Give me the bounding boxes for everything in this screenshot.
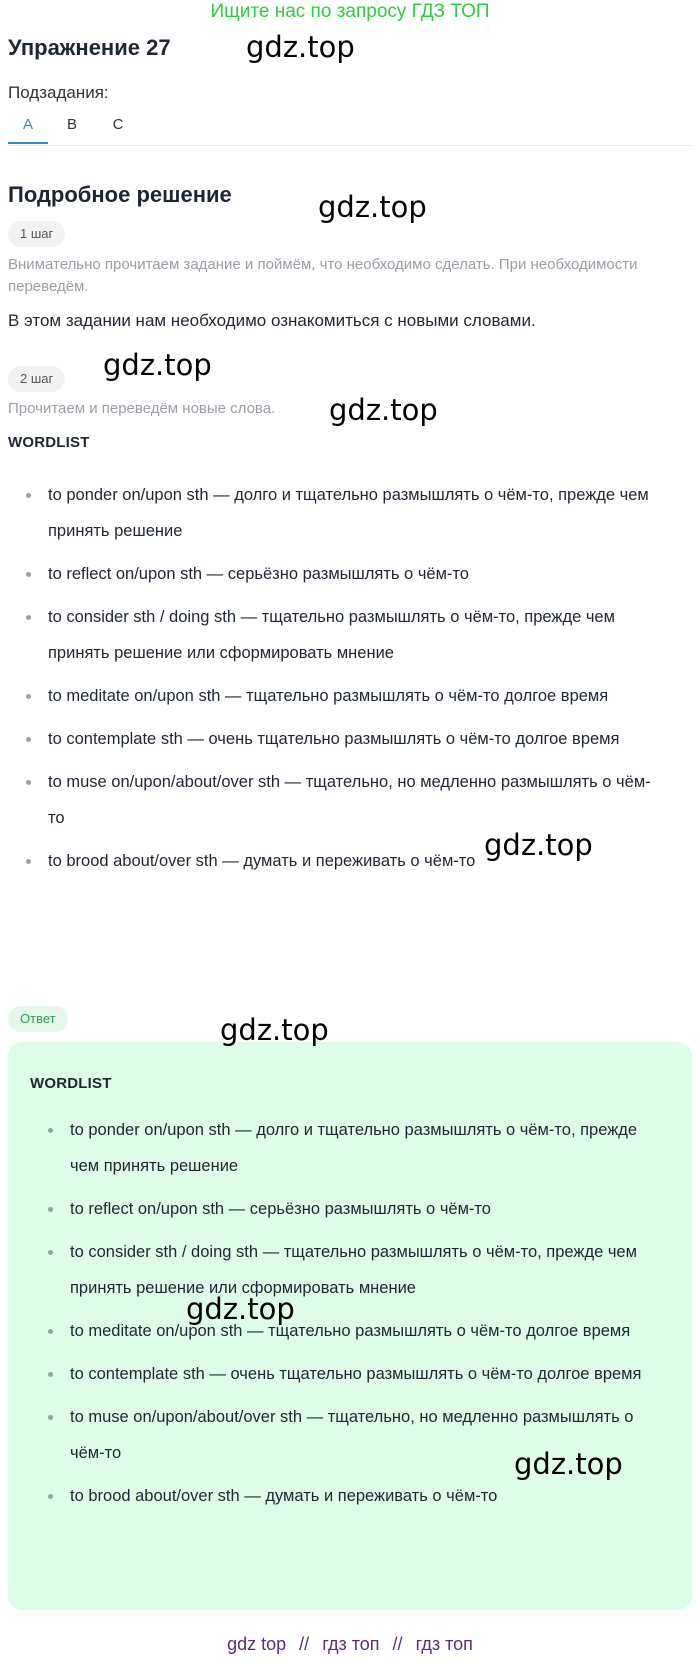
step-badge: 1 шаг <box>8 221 65 247</box>
list-item: to contemplate sth — очень тщательно размышлять о чём-то долгое время <box>30 1356 650 1392</box>
wordlist-heading: WORDLIST <box>30 1075 112 1092</box>
watermark: gdz.top <box>186 1292 295 1326</box>
watermark: gdz.top <box>246 30 355 64</box>
step-text: В этом задании нам необходимо ознакомиться с новыми словами. <box>8 311 536 330</box>
watermark: gdz.top <box>220 1013 329 1047</box>
step-hint: Прочитаем и переведём новые слова. <box>8 400 276 417</box>
list-item: to ponder on/upon sth — долго и тщательно размышлять о чём-то, прежде чем принять решение <box>8 477 658 549</box>
tab-b[interactable]: B <box>66 116 77 133</box>
footer-separator: // <box>299 1634 310 1654</box>
list-item: to muse on/upon/about/over sth — тщательно, но медленно размышлять о чём-то <box>30 1399 650 1471</box>
top-banner[interactable]: Ищите нас по запросу ГДЗ ТОП <box>210 1 490 22</box>
watermark: gdz.top <box>318 190 427 224</box>
tab-a[interactable]: A <box>8 113 48 144</box>
list-item: to reflect on/upon sth — серьёзно размышлять о чём-то <box>8 556 658 592</box>
tab-c[interactable]: C <box>112 116 124 133</box>
watermark: gdz.top <box>484 828 593 862</box>
wordlist <box>8 477 658 879</box>
list-item: to brood about/over sth — думать и переживать о чём-то <box>8 843 658 879</box>
list-item: to consider sth / doing sth — тщательно размышлять о чём-то, прежде чем принять решение или сформировать мнение <box>30 1234 650 1306</box>
footer-link[interactable]: гдз топ <box>322 1634 380 1654</box>
section-title: Подробное решение <box>8 182 232 207</box>
footer-separator: // <box>392 1634 403 1654</box>
list-item: to meditate on/upon sth — тщательно размышлять о чём-то долгое время <box>30 1313 650 1349</box>
step-hint: Внимательно прочитаем задание и поймём, что необходимо сделать. При необходимости переведём. <box>8 256 638 295</box>
wordlist-heading: WORDLIST <box>8 434 90 451</box>
list-item: to consider sth / doing sth — тщательно размышлять о чём-то, прежде чем принять решение или сформировать мнение <box>8 599 658 671</box>
subtask-tabs <box>8 113 692 146</box>
footer-link[interactable]: гдз топ <box>415 1634 473 1654</box>
footer-links <box>0 1634 700 1655</box>
watermark: gdz.top <box>329 393 438 427</box>
list-item: to reflect on/upon sth — серьёзно размышлять о чём-то <box>30 1191 650 1227</box>
list-item: to brood about/over sth — думать и переживать о чём-то <box>30 1478 650 1514</box>
step-badge: 2 шаг <box>8 366 65 392</box>
subtasks-label: Подзадания: <box>8 83 109 102</box>
watermark: gdz.top <box>103 348 212 382</box>
list-item: to contemplate sth — очень тщательно размышлять о чём-то долгое время <box>8 721 658 757</box>
answer-card <box>8 1042 692 1610</box>
exercise-title: Упражнение 27 <box>8 35 171 60</box>
answer-badge: Ответ <box>8 1006 68 1032</box>
list-item: to ponder on/upon sth — долго и тщательно размышлять о чём-то, прежде чем принять решение <box>30 1112 650 1184</box>
list-item: to meditate on/upon sth — тщательно размышлять о чём-то долгое время <box>8 678 658 714</box>
watermark: gdz.top <box>514 1447 623 1481</box>
footer-link[interactable]: gdz top <box>227 1634 287 1654</box>
list-item: to muse on/upon/about/over sth — тщательно, но медленно размышлять о чём-то <box>8 764 658 836</box>
